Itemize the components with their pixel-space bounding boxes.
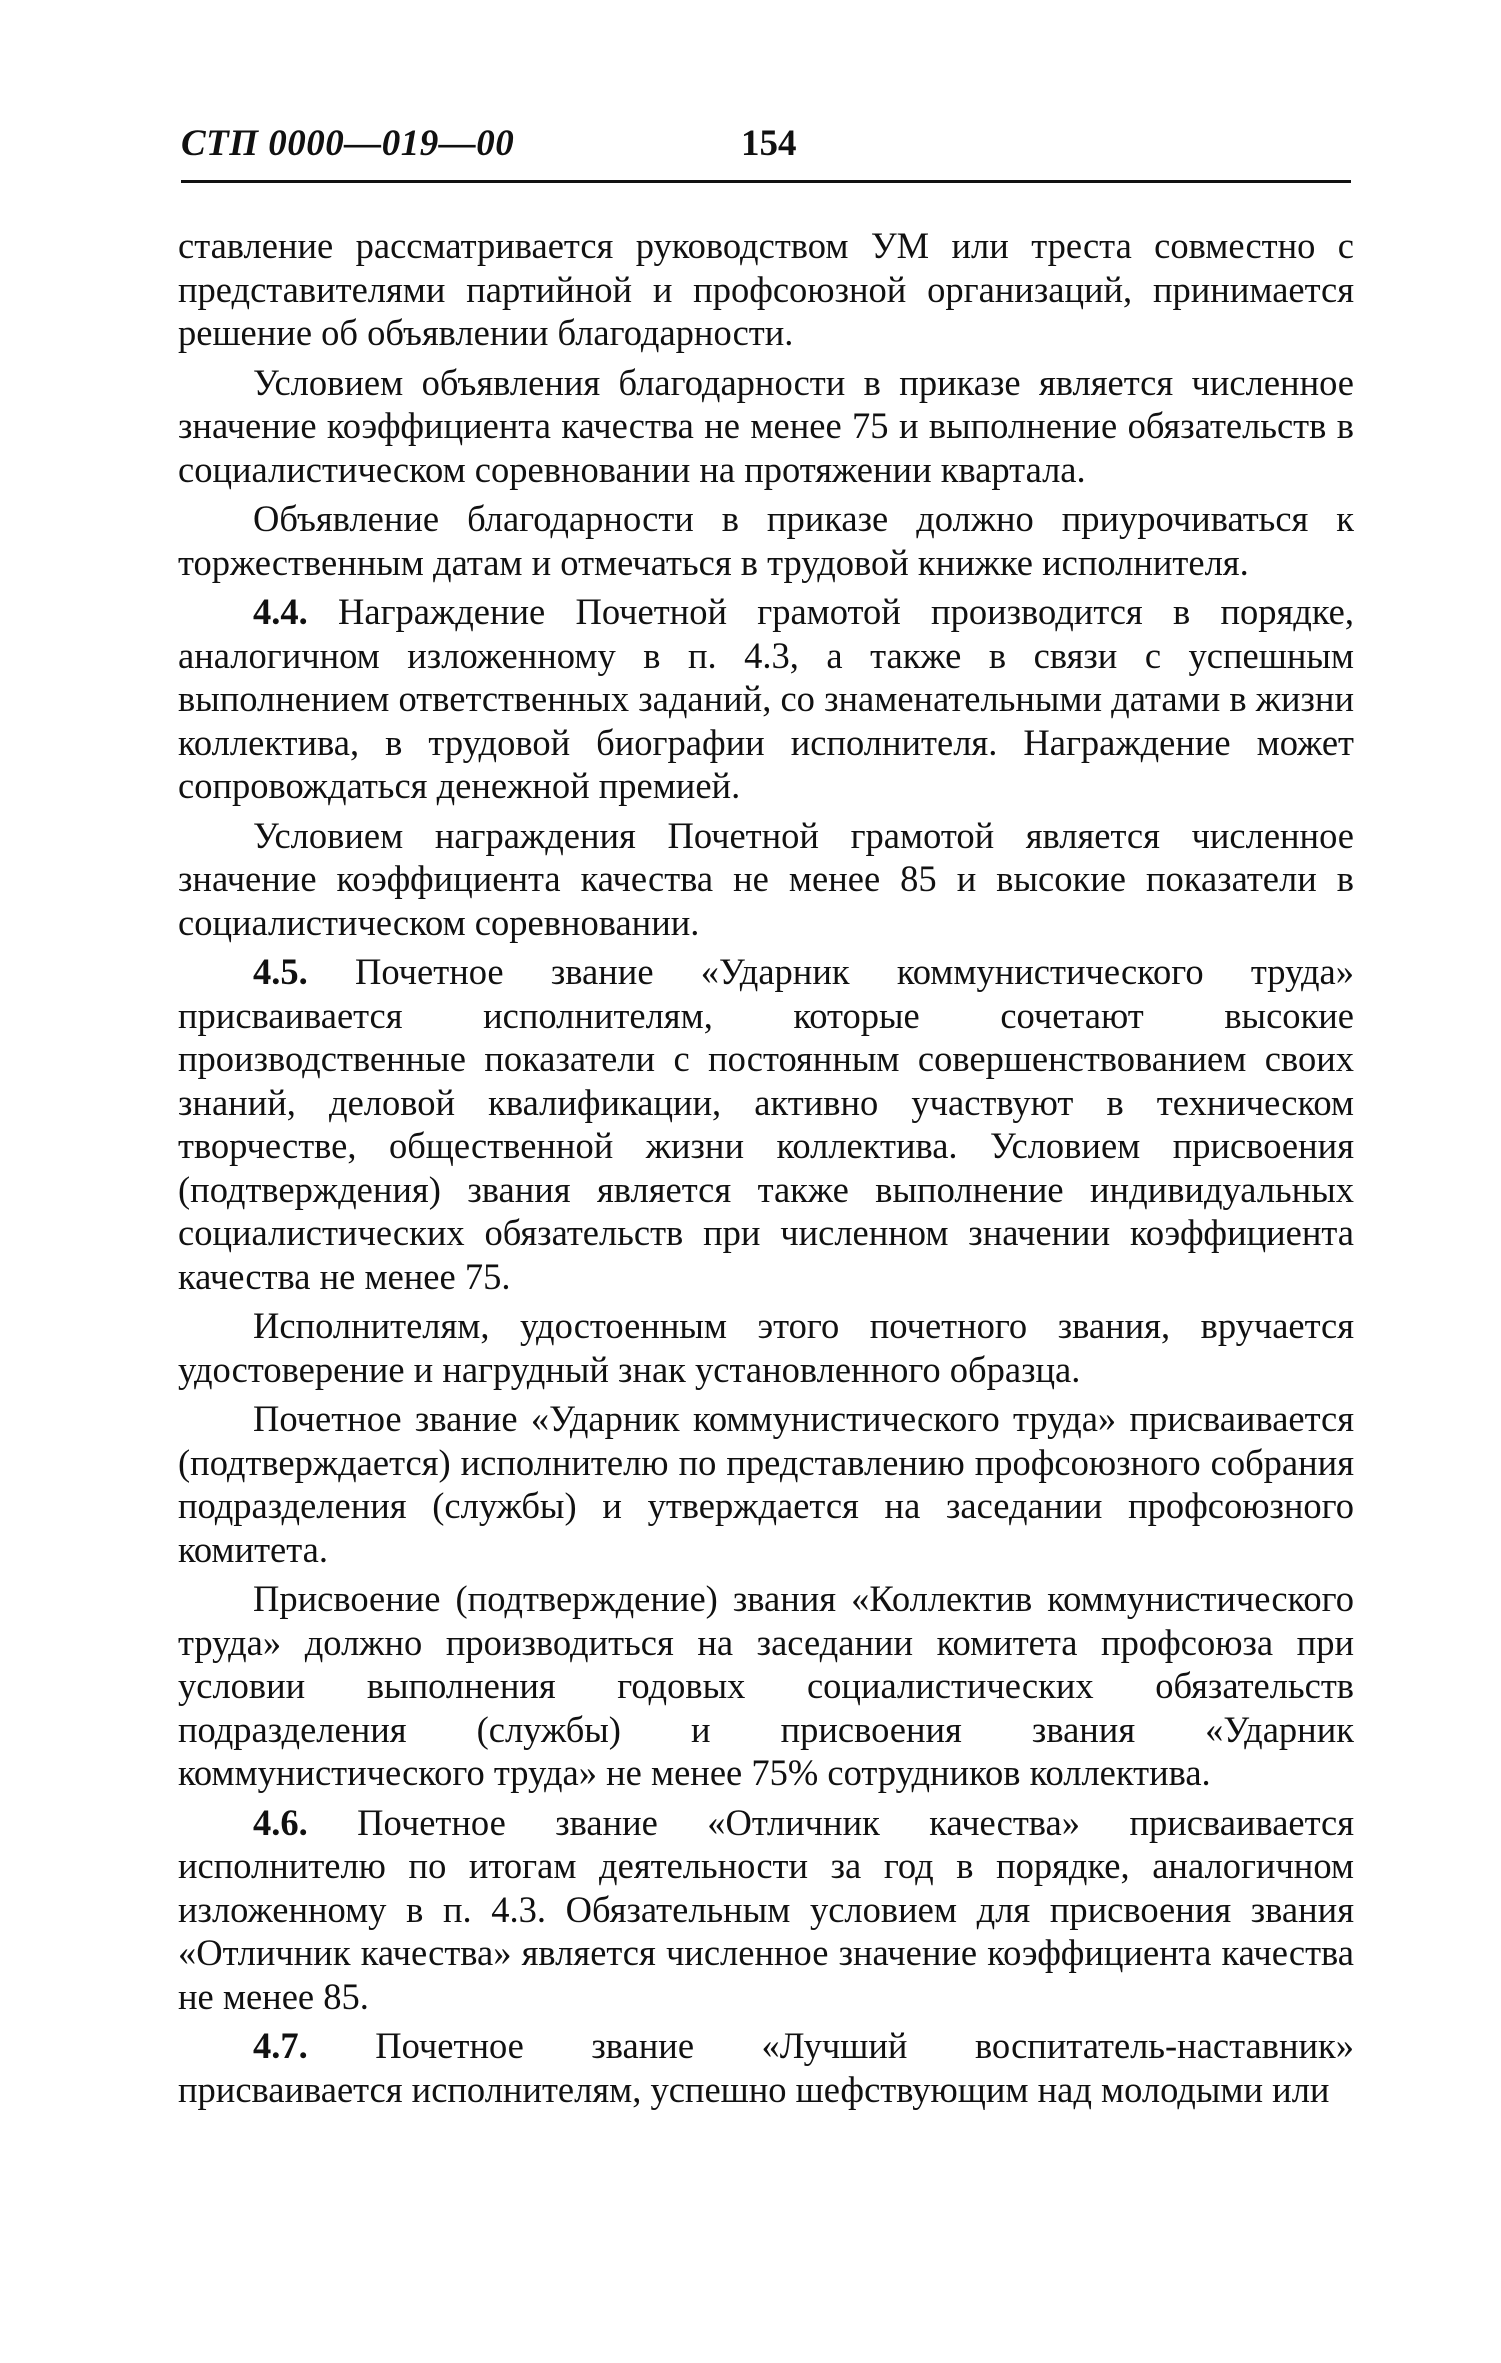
section-4-7	[178, 2024, 1354, 2111]
paragraph	[178, 1577, 1354, 1795]
paragraph-text: Почетное звание «Ударник коммунистического труда» присваивается исполнителям, которые сочетают высокие производственные показатели с постоянным совершенствованием своих знаний, деловой квалификации, активно участвуют в техническом творчестве, общественной жизни коллектива. Условием присвоения (подтверждения) звания является также выполнение индивидуальных социалистических обязательств при численном значении коэффициента качества не менее 75.	[178, 951, 1354, 1297]
paragraph-text: Объявление благодарности в приказе должно приурочиваться к торжественным датам и отмечаться в трудовой книжке исполнителя.	[178, 498, 1354, 583]
paragraph-text: ставление рассматривается руководством УМ или треста совместно с представителями партийной и профсоюзной организаций, принимается решение об объявлении благодарности.	[178, 225, 1354, 353]
section-4-6	[178, 1801, 1354, 2019]
paragraph	[178, 814, 1354, 945]
section-number: 4.4.	[253, 591, 308, 632]
paragraph-text: Почетное звание «Лучший воспитатель-наставник» присваивается исполнителям, успешно шефствующим над молодыми или	[178, 2025, 1354, 2110]
document-code: СТП 0000—019—00	[181, 123, 515, 164]
section-4-5	[178, 950, 1354, 1298]
paragraph	[178, 361, 1354, 492]
paragraph	[178, 1397, 1354, 1571]
paragraph-text: Почетное звание «Ударник коммунистического труда» присваивается (подтверждается) исполнителю по представлению профсоюзного собрания подразделения (службы) и утверждается на заседании профсоюзного комитета.	[178, 1398, 1354, 1570]
section-number: 4.7.	[253, 2025, 308, 2066]
paragraph-text: Присвоение (подтверждение) звания «Коллектив коммунистического труда» должно производиться на заседании комитета профсоюза при условии выполнения годовых социалистических обязательств подразделения (службы) и присвоения звания «Ударник коммунистического труда» не менее 75% сотрудников коллектива.	[178, 1578, 1354, 1793]
paragraph-text: Условием награждения Почетной грамотой является численное значение коэффициента качества не менее 85 и высокие показатели в социалистическом соревновании.	[178, 814, 1354, 943]
page-header	[181, 122, 1351, 186]
paragraph-continuation	[178, 224, 1354, 355]
paragraph	[178, 1304, 1354, 1391]
paragraph	[178, 497, 1354, 584]
section-number: 4.5.	[253, 951, 308, 992]
paragraph-text: Исполнителям, удостоенным этого почетного звания, вручается удостоверение и нагрудный знак установленного образца.	[178, 1305, 1354, 1390]
paragraph-text: Почетное звание «Отличник качества» присваивается исполнителю по итогам деятельности за год в порядке, аналогичном изложенному в п. 4.3. Обязательным условием для присвоения звания «Отличник качества» является численное значение коэффициента качества не менее 85.	[178, 1801, 1354, 2017]
section-number: 4.6.	[253, 1801, 308, 1843]
page-number: 154	[741, 123, 797, 164]
header-divider	[181, 180, 1351, 183]
paragraph-text: Награждение Почетной грамотой производится в порядке, аналогичном изложенному в п. 4.3, а также в связи с успешным выполнением ответственных заданий, со знаменательными датами в жизни коллектива, в трудовой биографии исполнителя. Награждение может сопровождаться денежной премией.	[178, 591, 1354, 806]
paragraph-text: Условием объявления благодарности в приказе является численное значение коэффициента качества не менее 75 и выполнение обязательств в социалистическом соревновании на протяжении квартала.	[178, 361, 1354, 490]
section-4-4	[178, 590, 1354, 808]
document-body	[178, 224, 1354, 2117]
